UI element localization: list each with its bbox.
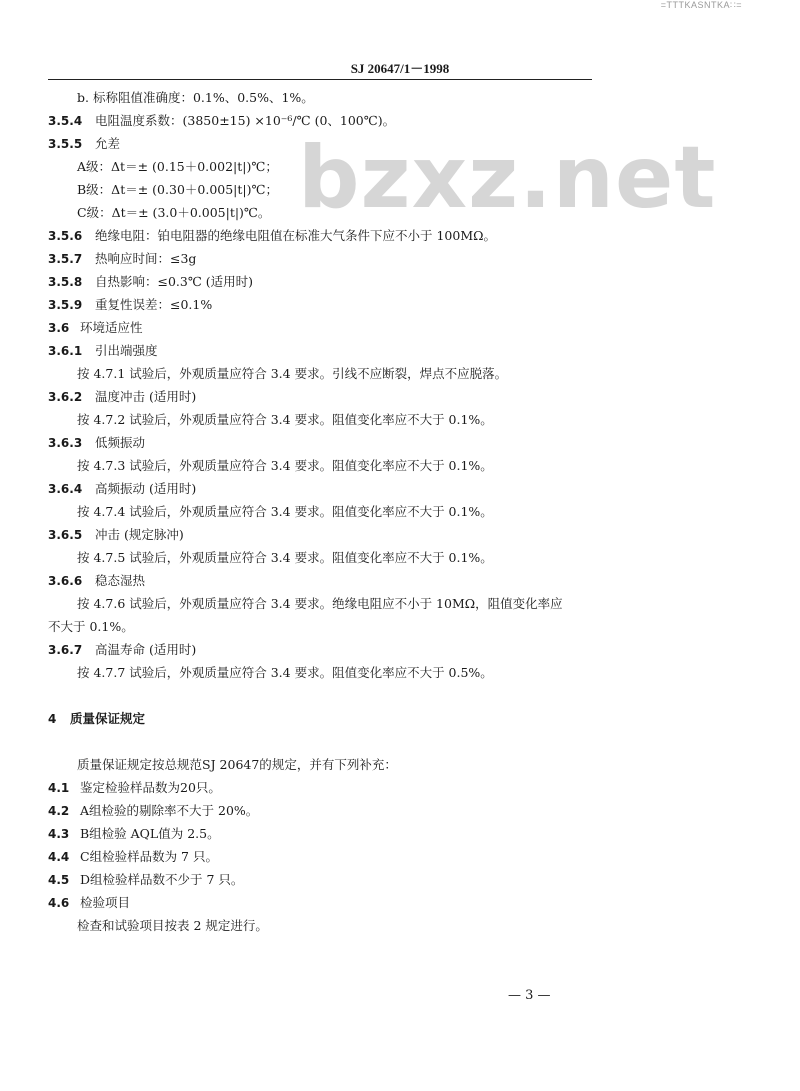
clause-text: 检查和试验项目按表 2 规定进行。 — [77, 918, 268, 933]
watermark-text: bzxz.net — [298, 128, 717, 228]
clause-number: 4.4 — [48, 850, 70, 864]
clause-number: 3.6.7 — [48, 643, 83, 657]
header-divider — [48, 79, 592, 80]
clause-number: 3.5.6 — [48, 229, 83, 243]
clause-text: 检验项目 — [80, 895, 131, 910]
clause-number: 3.5.9 — [48, 298, 83, 312]
clause-text: 温度冲击 (适用时) — [95, 389, 197, 404]
clause-text: A组检验的剔除率不大于 20%。 — [80, 803, 259, 818]
clause-text: 质量保证规定 — [70, 711, 146, 726]
clause-number: 4 — [48, 712, 57, 726]
clause-text: 自热影响：≤0.3℃ (适用时) — [95, 274, 254, 289]
clause-text: 鉴定检验样品数为20只。 — [80, 780, 221, 795]
corner-mark: =TTTKASNTKA∷= — [660, 0, 742, 10]
clause-number: 3.5.5 — [48, 137, 83, 151]
clause-text: 按 4.7.4 试验后，外观质量应符合 3.4 要求。阻值变化率应不大于 0.1%。 — [77, 504, 493, 519]
clause-text: B组检验 AQL值为 2.5。 — [80, 826, 220, 841]
clause-number: 3.6.2 — [48, 390, 83, 404]
clause-text: 按 4.7.2 试验后，外观质量应符合 3.4 要求。阻值变化率应不大于 0.1%。 — [77, 412, 493, 427]
clause-number: 3.6 — [48, 321, 70, 335]
clause-text: 按 4.7.5 试验后，外观质量应符合 3.4 要求。阻值变化率应不大于 0.1%。 — [77, 550, 493, 565]
clause-text: 引出端强度 — [95, 343, 158, 358]
clause-text: 不大于 0.1%。 — [48, 619, 134, 634]
clause-text: 按 4.7.1 试验后，外观质量应符合 3.4 要求。引线不应断裂，焊点不应脱落。 — [77, 366, 508, 381]
clause-text: 环境适应性 — [80, 320, 143, 335]
clause-number: 3.6.1 — [48, 344, 83, 358]
clause-number: 3.5.7 — [48, 252, 83, 266]
clause-number: 4.5 — [48, 873, 70, 887]
clause-number: 4.1 — [48, 781, 70, 795]
clause-text: A级：Δt＝± (0.15＋0.002|t|)℃； — [77, 159, 278, 174]
clause-number: 3.5.4 — [48, 114, 83, 128]
clause-text: 冲击 (规定脉冲) — [95, 527, 184, 542]
clause-number: 4.3 — [48, 827, 70, 841]
clause-text: b. 标称阻值准确度：0.1%、0.5%、1%。 — [77, 90, 314, 105]
clause-number: 3.6.6 — [48, 574, 83, 588]
clause-text: 重复性误差：≤0.1% — [95, 297, 213, 312]
clause-text: D组检验样品数不少于 7 只。 — [80, 872, 244, 887]
clause-text: 按 4.7.3 试验后，外观质量应符合 3.4 要求。阻值变化率应不大于 0.1%。 — [77, 458, 493, 473]
clause-number: 3.5.8 — [48, 275, 83, 289]
clause-text: 低频振动 — [95, 435, 146, 450]
clause-text: 稳态湿热 — [95, 573, 146, 588]
clause-text: 按 4.7.7 试验后，外观质量应符合 3.4 要求。阻值变化率应不大于 0.5%。 — [77, 665, 493, 680]
clause-text: 电阻温度系数：(3850±15) ×10⁻⁶/℃ (0、100℃)。 — [95, 113, 396, 128]
document-code: SJ 20647/1－1998 — [350, 61, 450, 76]
clause-number: 3.6.5 — [48, 528, 83, 542]
clause-text: 允差 — [95, 136, 121, 151]
clause-text: B级：Δt＝± (0.30＋0.005|t|)℃； — [77, 182, 278, 197]
clause-text: 高温寿命 (适用时) — [95, 642, 197, 657]
clause-text: 质量保证规定按总规范SJ 20647的规定，并有下列补充： — [77, 757, 397, 772]
clause-text: 按 4.7.6 试验后，外观质量应符合 3.4 要求。绝缘电阻应不小于 10MΩ，阻值变化率应 — [77, 596, 563, 611]
clause-number: 3.6.4 — [48, 482, 83, 496]
clause-text: 高频振动 (适用时) — [95, 481, 197, 496]
clause-text: 热响应时间：≤3g — [95, 251, 197, 266]
clause-text: C级：Δt＝± (3.0＋0.005|t|)℃。 — [77, 205, 271, 220]
clause-number: 4.6 — [48, 896, 70, 910]
clause-number: 4.2 — [48, 804, 70, 818]
page-number: — 3 — — [508, 988, 551, 1003]
clause-text: C组检验样品数为 7 只。 — [80, 849, 218, 864]
clause-text: 绝缘电阻：铂电阻器的绝缘电阻值在标准大气条件下应不小于 100MΩ。 — [95, 228, 496, 243]
clause-number: 3.6.3 — [48, 436, 83, 450]
